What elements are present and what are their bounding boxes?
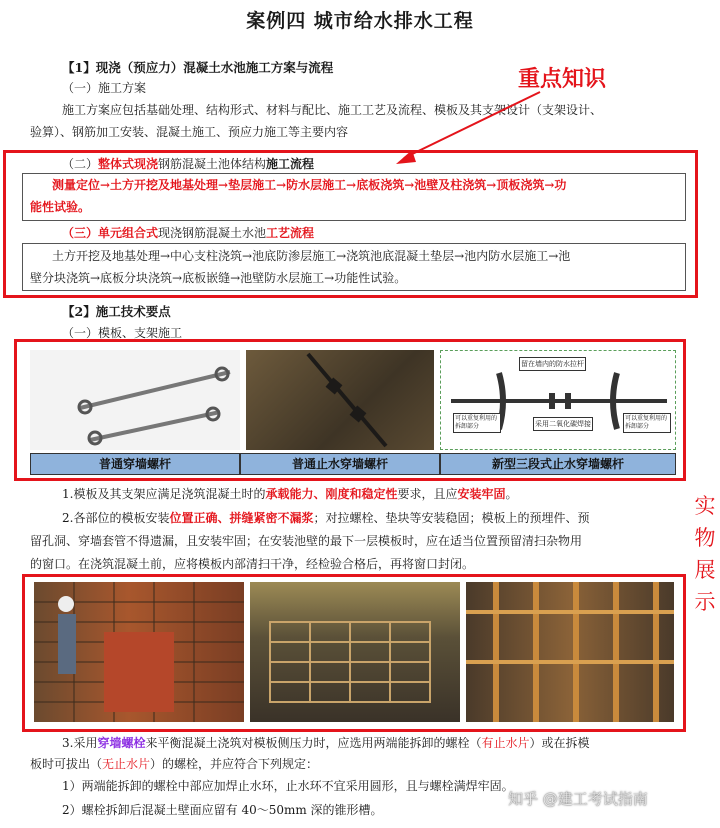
watermark: 知乎 @建工考试指南 bbox=[508, 790, 648, 808]
box2-title bbox=[62, 222, 314, 244]
para3-line2-red: 无止水片 bbox=[102, 757, 151, 771]
section1-para1-line2: 验算）、钢筋加工安装、混凝土施工、预应力施工等主要内容 bbox=[30, 125, 349, 139]
para3-line2-end: ）的螺栓，并应符合下列规定： bbox=[150, 757, 319, 771]
timber-formwork-icon bbox=[466, 582, 674, 722]
box2-title-red: （三）单元组合式 bbox=[62, 226, 159, 240]
bolt-diagram-3 bbox=[440, 350, 676, 450]
construction-photo-2 bbox=[250, 582, 460, 722]
para2-line2: 留孔洞、穿墙套管不得遗漏，且安装牢固；在安装池壁的最下一层模板时，应在适当位置预留清扫杂物用 bbox=[30, 534, 583, 548]
box1-title-pre: （二） bbox=[62, 157, 99, 171]
flow1-line1: 测量定位→土方开挖及地基处理→垫层施工→防水层施工→底板浇筑→池壁及柱浇筑→顶板浇筑→功 bbox=[52, 178, 567, 192]
annotation-char-4: 示 bbox=[694, 590, 716, 614]
physical-display-annotation bbox=[692, 490, 718, 618]
bolt-rods-icon bbox=[30, 350, 240, 450]
construction-photo-1 bbox=[34, 582, 244, 722]
para3-line2 bbox=[30, 753, 318, 775]
box1-title bbox=[62, 153, 314, 175]
rebar-wall-icon bbox=[34, 582, 244, 722]
para1-mid: 要求，且应 bbox=[397, 487, 458, 501]
key-knowledge-annotation: 重点知识 bbox=[518, 67, 607, 92]
box1-title-mid: 钢筋混凝土池体结构 bbox=[158, 157, 267, 171]
para1-red: 承载能力、刚度和稳定性 bbox=[265, 487, 398, 501]
bolt-caption-3: 新型三段式止水穿墙螺杆 bbox=[440, 453, 676, 475]
bolt-photo-1 bbox=[30, 350, 240, 450]
flow2-line1: 土方开挖及地基处理→中心支柱浇筑→池底防渗层施工→浇筑池底混凝土垫层→池内防水层施工→池 bbox=[52, 249, 571, 263]
flow1-line2: 能性试验。 bbox=[30, 200, 91, 214]
para2-line1 bbox=[62, 507, 589, 529]
diagram-label-mid: 采用二氧化碳焊接 bbox=[533, 417, 593, 431]
flow2-line2: 壁分块浇筑→底板分块浇筑→底板嵌缝→池壁防水层施工→功能性试验。 bbox=[30, 271, 407, 285]
para1-end: 。 bbox=[505, 487, 518, 501]
para3-red: 有止水片 bbox=[481, 736, 530, 750]
box1-title-red: 整体式现浇 bbox=[98, 157, 159, 171]
box2-title-end: 工艺流程 bbox=[266, 226, 315, 240]
section2-sub1: （一）模板、支架施工 bbox=[62, 326, 183, 340]
para3-line2-pre: 板时可拔出（ bbox=[30, 757, 103, 771]
para3-purple: 穿墙螺栓 bbox=[97, 736, 146, 750]
waterstop-bolt-icon bbox=[246, 350, 434, 450]
para3-pre: 3.采用 bbox=[62, 736, 98, 750]
annotation-char-2: 物 bbox=[694, 526, 716, 550]
para2-line3: 的窗口。在浇筑混凝土前，应将模板内部清扫干净，经检验合格后，再将窗口封闭。 bbox=[30, 557, 475, 571]
diagram-label-top: 留在墙内的防水拉杆 bbox=[519, 357, 586, 371]
page-title: 案例四 城市给水排水工程 bbox=[246, 10, 474, 32]
list-item-2: 2）螺栓拆卸后混凝土壁面应留有 40～50mm 深的锥形槽。 bbox=[62, 803, 383, 817]
list-item-1: 1）两端能拆卸的螺栓中部应加焊止水环，止水环不宜采用圆形，且与螺栓满焊牢固。 bbox=[62, 779, 514, 793]
annotation-char-1: 实 bbox=[694, 494, 716, 518]
construction-photo-3 bbox=[466, 582, 674, 722]
para1-red2: 安装牢固 bbox=[457, 487, 506, 501]
para1 bbox=[62, 483, 518, 505]
para2-line1-red: 位置正确、拼缝紧密不漏浆 bbox=[169, 511, 314, 525]
bolt-caption-1: 普通穿墙螺杆 bbox=[30, 453, 240, 475]
para2-line1-pre: 2.各部位的模板安装 bbox=[62, 511, 170, 525]
bolt-photo-2 bbox=[246, 350, 434, 450]
diagram-label-right: 可以重复利用的拆卸部分 bbox=[623, 413, 671, 433]
para3-end: ）或在拆模 bbox=[529, 736, 590, 750]
box2-title-mid: 现浇钢筋混凝土水池 bbox=[158, 226, 267, 240]
para3-line1 bbox=[62, 732, 590, 754]
diagram-label-left: 可以重复利用的拆卸部分 bbox=[453, 413, 501, 433]
section1-para1-line1: 施工方案应包括基础处理、结构形式、材料与配比、施工工艺及流程、模板及其支架设计（支架设计、 bbox=[62, 103, 603, 117]
section1-heading: 【1】现浇（预应力）混凝土水池施工方案与流程 bbox=[62, 60, 334, 75]
para3-mid: 来平衡混凝土浇筑对模板侧压力时，应选用两端能拆卸的螺栓（ bbox=[145, 736, 482, 750]
formwork-pool-icon bbox=[250, 582, 460, 722]
annotation-char-3: 展 bbox=[694, 558, 716, 582]
para2-line1-end: ；对拉螺栓、垫块等安装稳固；模板上的预埋件、预 bbox=[313, 511, 590, 525]
section2-heading: 【2】施工技术要点 bbox=[62, 304, 171, 319]
para1-pre: 1.模板及其支架应满足浇筑混凝土时的 bbox=[62, 487, 266, 501]
bolt-caption-2: 普通止水穿墙螺杆 bbox=[240, 453, 440, 475]
box1-title-end: 施工流程 bbox=[266, 157, 315, 171]
section1-sub1: （一）施工方案 bbox=[62, 81, 147, 95]
